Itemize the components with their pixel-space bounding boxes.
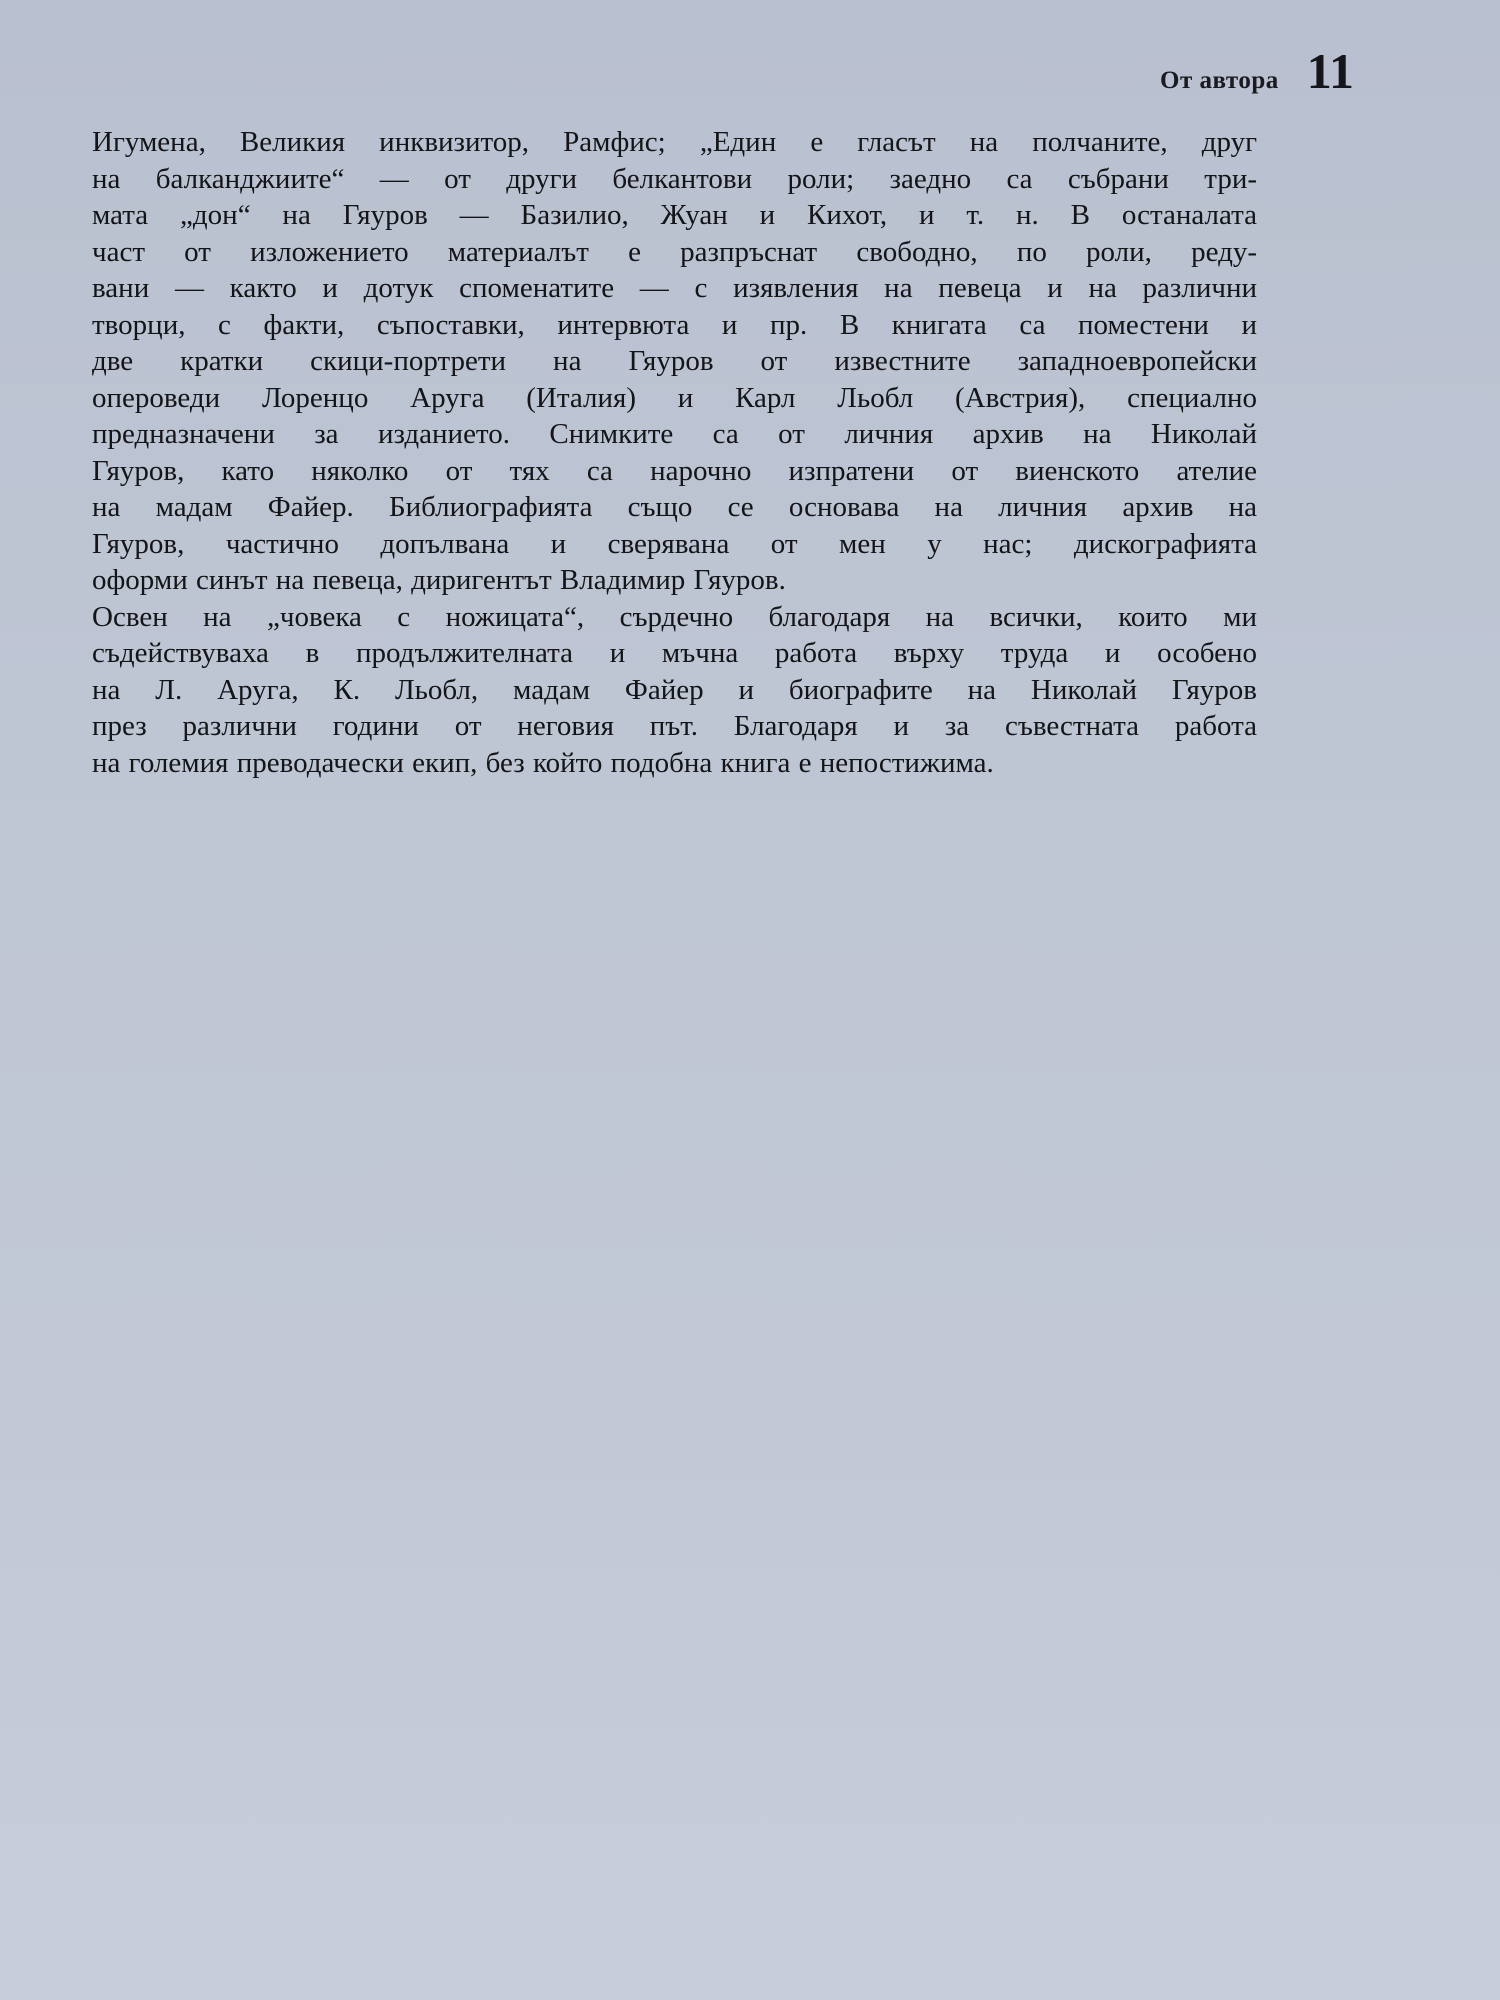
text-line: предназначени за изданието. Снимките са от личния архив на Николай [92,418,1257,450]
section-title: От автора [1160,67,1279,94]
text-line: мата „дон“ на Гяуров — Базилио, Жуан и Кихот, и т. н. В останалата [92,199,1257,231]
text-line: Гяуров, частично допълвана и сверявана от мен у нас; дискографията [92,527,1257,560]
text-line: Гяуров, като няколко от тях са нарочно изпратени от виенското ателие [92,454,1257,487]
text-line: две кратки скици-портрети на Гяуров от известните западноевропейски [92,345,1257,377]
page-number: 11 [1306,43,1354,99]
text-line: на мадам Файер. Библиографията също се основава на личния архив на [92,491,1257,523]
text-line: опероведи Лоренцо Аруга (Италия) и Карл Льобл (Австрия), специално [92,381,1257,414]
text-line: творци, с факти, съпоставки, интервюта и пр. В книгата са поместени и [92,308,1257,341]
text-line: на балканджиите“ — от други белкантови роли; заедно са събрани три- [92,162,1257,195]
text-line: на големия преводачески екип, без който подобна книга е непостижима. [92,746,994,779]
body-text [92,124,1257,781]
text-line: съдействуваха в продължителната и мъчна работа върху труда и особено [92,637,1257,669]
text-line: на Л. Аруга, К. Льобл, мадам Файер и биографите на Николай Гяуров [92,673,1257,706]
text-line: част от изложението материалът е разпръснат свободно, по роли, реду- [92,235,1257,268]
text-line: Игумена, Великия инквизитор, Рамфис; „Един е гласът на полчаните, друг [92,126,1257,158]
text-line: оформи синът на певеца, диригентът Владимир Гяуров. [92,564,786,596]
text-line: Освен на „човека с ножицата“, сърдечно благодаря на всички, които ми [92,600,1257,633]
text-line: вани — както и дотук споменатите — с изявления на певеца и на различни [92,272,1257,304]
running-head [1160,43,1354,99]
text-line: през различни години от неговия път. Благодаря и за съвестната работа [92,710,1257,742]
